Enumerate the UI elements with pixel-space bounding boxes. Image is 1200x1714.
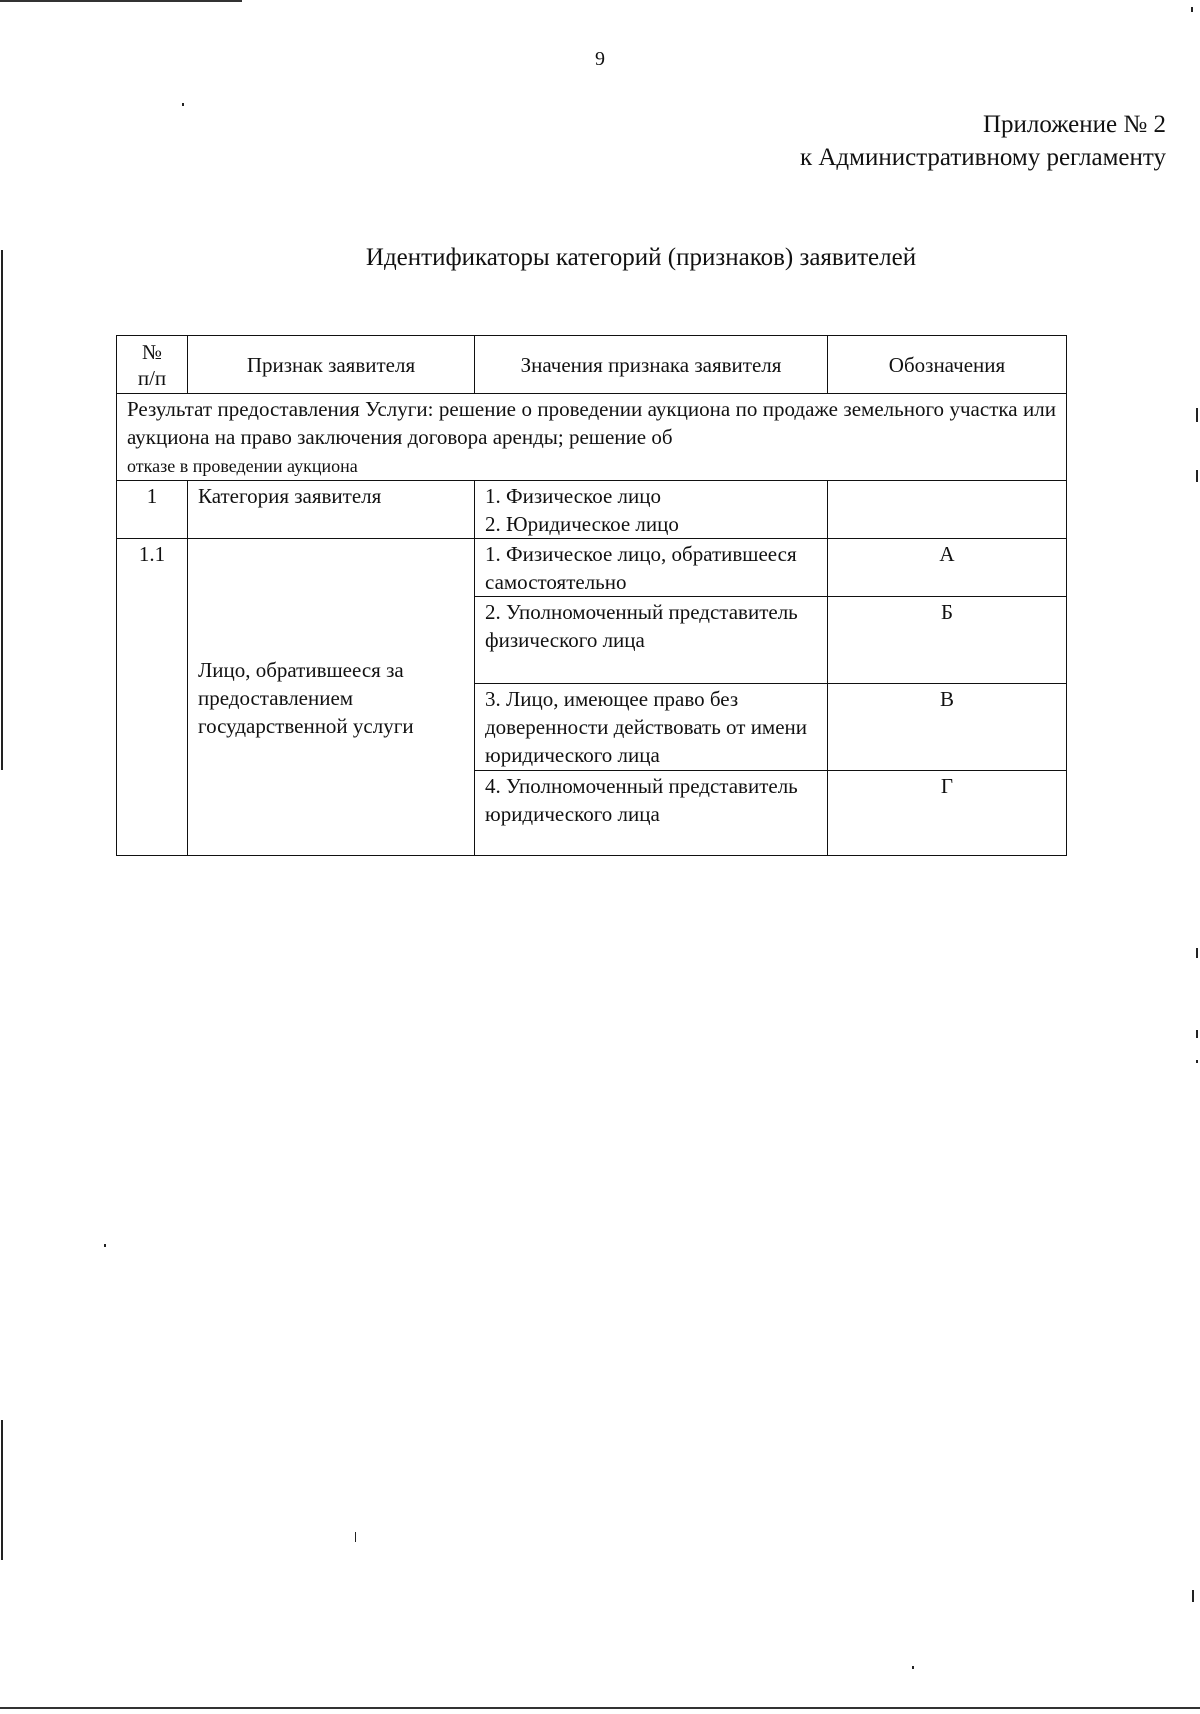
scan-speck bbox=[355, 1532, 356, 1542]
row-designation: В bbox=[828, 684, 1067, 771]
scan-speck bbox=[1192, 1590, 1194, 1602]
page-number: 9 bbox=[595, 48, 605, 70]
appendix-heading bbox=[800, 108, 1166, 174]
header-designation: Обозначения bbox=[828, 336, 1067, 394]
row-number: 1 bbox=[117, 481, 188, 539]
row-designation bbox=[828, 481, 1067, 539]
scan-edge-line bbox=[0, 1707, 1200, 1709]
document-title: Идентификаторы категорий (признаков) заявителей bbox=[365, 244, 917, 271]
scan-speck bbox=[1191, 7, 1193, 12]
scan-speck bbox=[1196, 948, 1198, 958]
summary-cell bbox=[117, 394, 1067, 481]
row-number: 1.1 bbox=[117, 539, 188, 856]
scan-edge-line bbox=[0, 0, 242, 2]
scan-speck bbox=[1196, 470, 1198, 482]
scan-speck bbox=[182, 103, 184, 106]
scan-speck bbox=[104, 1244, 106, 1247]
summary-text: Результат предоставления Услуги: решение о проведении аукциона по продаже земельного участка или аукциона на право заключения договора аренды; решение об bbox=[127, 397, 1056, 449]
table-row bbox=[117, 481, 1067, 539]
row-attribute: Лицо, обратившееся за предоставлением государственной услуги bbox=[188, 539, 475, 856]
appendix-number: Приложение № 2 bbox=[982, 111, 1166, 138]
row-value: 2. Уполномоченный представитель физического лица bbox=[475, 597, 828, 684]
row-value: 1. Физическое лицо, обратившееся самостоятельно bbox=[475, 539, 828, 597]
scan-edge-mark bbox=[1, 1420, 3, 1560]
row-designation: Б bbox=[828, 597, 1067, 684]
row-designation: А bbox=[828, 539, 1067, 597]
header-number: № п/п bbox=[117, 336, 188, 394]
row-designation: Г bbox=[828, 771, 1067, 856]
scan-speck bbox=[912, 1666, 914, 1669]
scan-speck bbox=[1196, 1030, 1198, 1038]
header-attribute: Признак заявителя bbox=[188, 336, 475, 394]
row-value: 3. Лицо, имеющее право без доверенности действовать от имени юридического лица bbox=[475, 684, 828, 771]
row-value: 4. Уполномоченный представитель юридического лица bbox=[475, 771, 828, 856]
scan-speck bbox=[1196, 408, 1198, 422]
header-values: Значения признака заявителя bbox=[475, 336, 828, 394]
summary-row bbox=[117, 394, 1067, 481]
table-row bbox=[117, 539, 1067, 597]
appendix-reference: к Административному регламенту bbox=[799, 144, 1166, 171]
scan-edge-mark bbox=[1, 250, 3, 770]
applicant-identifiers-table bbox=[116, 335, 1067, 856]
row-attribute: Категория заявителя bbox=[188, 481, 475, 539]
table-header-row bbox=[117, 336, 1067, 394]
row-values: 1. Физическое лицо 2. Юридическое лицо bbox=[475, 481, 828, 539]
scan-speck bbox=[1196, 1060, 1198, 1063]
summary-tail: отказе в проведении аукциона bbox=[127, 456, 358, 476]
